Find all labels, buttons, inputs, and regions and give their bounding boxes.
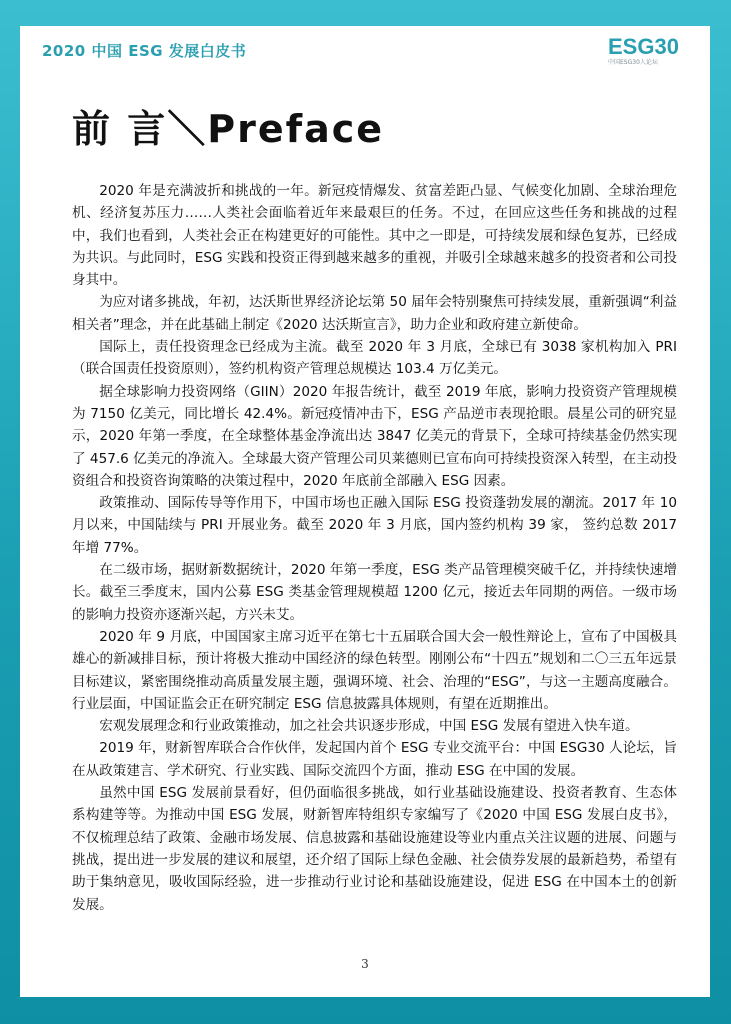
page-number: 3: [361, 957, 369, 971]
paragraph: 政策推动、国际传导等作用下，中国市场也正融入国际 ESG 投资蓬勃发展的潮流。2017 年 10 月以来，中国陆续与 PRI 开展业务。截至 2020 年 3 月底，国内签约机构 39 家， 签约总数 2017 年增 77%。: [72, 495, 677, 556]
header-title: 2020 中国 ESG 发展白皮书: [42, 42, 247, 60]
paragraph: 虽然中国 ESG 发展前景看好，但仍面临很多挑战，如行业基础设施建设、投资者教育、生态体系构建等等。为推动中国 ESG 发展，财新智库特组织专家编写了《2020 中国 ESG 发展白皮书》，不仅梳理总结了政策、金融市场发展、信息披露和基础设施建设等业内重点关注议题的进展、问题与挑战，提出进一步发展的建议和展望，还介绍了国际上绿色金融、社会债券发展的最新趋势，希望有助于集纳意见，吸收国际经验，进一步推动行业讨论和基础设施建设，促进 ESG 在中国本土的创新发展。: [72, 785, 677, 913]
paragraph: 国际上，责任投资理念已经成为主流。截至 2020 年 3 月底，全球已有 3038 家机构加入 PRI（联合国责任投资原则），签约机构资产管理总规模达 103.4 万亿美元。: [72, 339, 677, 378]
paragraph: 2019 年，财新智库联合合作伙伴，发起国内首个 ESG 专业交流平台：中国 ESG30 人论坛，旨在从政策建言、学术研究、行业实践、国际交流四个方面，推动 ESG 在中国的发展。: [72, 740, 677, 779]
logo-subtext: 中国ESG30人论坛: [608, 59, 658, 66]
document-page: [20, 26, 710, 997]
esg30-logo: [608, 36, 688, 68]
paragraph: 据全球影响力投资网络（GIIN）2020 年报告统计，截至 2019 年底，影响力投资资产管理规模为 7150 亿美元，同比增长 42.4%。新冠疫情冲击下，ESG 产品逆市表现抢眼。晨星公司的研究显示，2020 年第一季度，在全球整体基金净流出达 3847 亿美元的背景下，全球可持续基金仍然实现了 457.6 亿美元的净流入。全球最大资产管理公司贝莱德则已宣布向可持续投资深入转型，在主动投资组合和投资咨询策略的决策过程中，2020 年底前全部融入 ESG 因素。: [72, 383, 677, 489]
paragraph: 为应对诸多挑战，年初，达沃斯世界经济论坛第 50 届年会特别聚焦可持续发展，重新强调“利益相关者”理念，并在此基础上制定《2020 达沃斯宣言》，助力企业和政府建立新使命。: [72, 294, 677, 333]
body-text: [72, 180, 677, 916]
paragraph: 2020 年 9 月底，中国国家主席习近平在第七十五届联合国大会一般性辩论上，宣布了中国极具雄心的新减排目标，预计将极大推动中国经济的绿色转型。刚刚公布“十四五”规划和二〇三五年远景目标建议，紧密围绕推动高质量发展主题，强调环境、社会、治理的“ESG”，与这一主题高度融合。行业层面，中国证监会正在研究制定 ESG 信息披露具体规则，有望在近期推出。: [72, 628, 677, 712]
paragraph: 宏观发展理念和行业政策推动，加之社会共识逐步形成，中国 ESG 发展有望进入快车道。: [99, 718, 639, 735]
logo-text: ESG30: [608, 34, 679, 59]
page-title: 前 言＼Preface: [72, 107, 385, 151]
paragraph: 在二级市场，据财新数据统计，2020 年第一季度，ESG 类产品管理模突破千亿，并持续快速增长。截至三季度末，国内公募 ESG 类基金管理规模超 1200 亿元，接近去年同期的两倍。一级市场的影响力投资亦逐渐兴起，方兴未艾。: [72, 562, 677, 623]
paragraph: 2020 年是充满波折和挑战的一年。新冠疫情爆发、贫富差距凸显、气候变化加剧、全球治理危机、经济复苏压力……人类社会面临着近年来最艰巨的任务。不过，在回应这些任务和挑战的过程中，我们也看到，人类社会正在构建更好的可能性。其中之一即是，可持续发展和绿色复苏，已经成为共识。与此同时，ESG 实践和投资正得到越来越多的重视，并吸引全球越来越多的投资者和公司投身其中。: [72, 183, 677, 289]
